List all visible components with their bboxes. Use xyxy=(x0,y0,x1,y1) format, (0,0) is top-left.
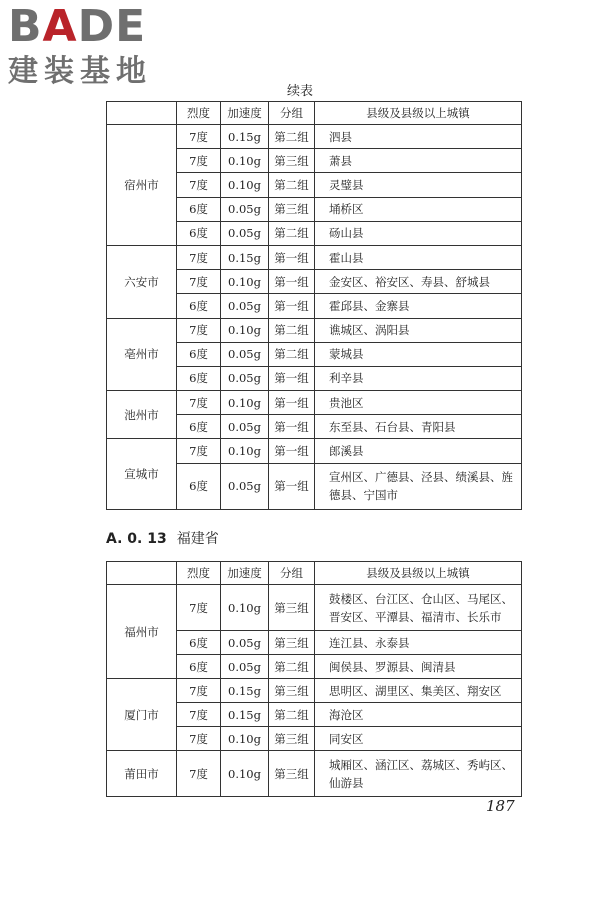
group-cell: 第一组 xyxy=(269,294,315,318)
group-cell: 第二组 xyxy=(269,342,315,366)
acceleration-cell: 0.15g xyxy=(221,703,269,727)
anhui-seismic-table xyxy=(106,101,522,510)
towns-cell: 泗县 xyxy=(315,125,522,149)
group-cell: 第一组 xyxy=(269,366,315,390)
header-acceleration: 加速度 xyxy=(221,562,269,585)
towns-cell: 思明区、湖里区、集美区、翔安区 xyxy=(315,679,522,703)
towns-cell: 同安区 xyxy=(315,727,522,751)
city-cell: 亳州市 xyxy=(107,318,177,391)
towns-cell: 蒙城县 xyxy=(315,342,522,366)
towns-cell: 谯城区、涡阳县 xyxy=(315,318,522,342)
towns-cell: 霍山县 xyxy=(315,245,522,269)
group-cell: 第二组 xyxy=(269,173,315,197)
towns-cell: 埇桥区 xyxy=(315,197,522,221)
header-city xyxy=(107,562,177,585)
table-header-row xyxy=(107,562,522,585)
intensity-cell: 7度 xyxy=(177,391,221,415)
city-cell: 六安市 xyxy=(107,245,177,318)
group-cell: 第一组 xyxy=(269,270,315,294)
intensity-cell: 7度 xyxy=(177,173,221,197)
city-cell: 池州市 xyxy=(107,391,177,439)
acceleration-cell: 0.10g xyxy=(221,727,269,751)
header-acceleration: 加速度 xyxy=(221,102,269,125)
fujian-seismic-table xyxy=(106,561,522,797)
acceleration-cell: 0.10g xyxy=(221,270,269,294)
intensity-cell: 7度 xyxy=(177,245,221,269)
towns-cell: 萧县 xyxy=(315,149,522,173)
group-cell: 第二组 xyxy=(269,318,315,342)
intensity-cell: 6度 xyxy=(177,197,221,221)
header-intensity: 烈度 xyxy=(177,102,221,125)
group-cell: 第三组 xyxy=(269,197,315,221)
group-cell: 第三组 xyxy=(269,149,315,173)
group-cell: 第三组 xyxy=(269,727,315,751)
group-cell: 第一组 xyxy=(269,439,315,463)
intensity-cell: 6度 xyxy=(177,463,221,509)
towns-cell: 连江县、永泰县 xyxy=(315,631,522,655)
towns-cell: 郎溪县 xyxy=(315,439,522,463)
acceleration-cell: 0.05g xyxy=(221,366,269,390)
towns-cell: 海沧区 xyxy=(315,703,522,727)
acceleration-cell: 0.15g xyxy=(221,679,269,703)
intensity-cell: 6度 xyxy=(177,631,221,655)
intensity-cell: 7度 xyxy=(177,125,221,149)
table-row xyxy=(107,751,522,797)
section-heading xyxy=(106,528,219,548)
intensity-cell: 7度 xyxy=(177,751,221,797)
towns-cell: 砀山县 xyxy=(315,221,522,245)
logo-accent-letter: A xyxy=(42,1,78,52)
towns-cell: 城厢区、涵江区、荔城区、秀屿区、仙游县 xyxy=(315,751,522,797)
header-intensity: 烈度 xyxy=(177,562,221,585)
towns-cell: 闽侯县、罗源县、闽清县 xyxy=(315,655,522,679)
group-cell: 第一组 xyxy=(269,245,315,269)
intensity-cell: 6度 xyxy=(177,221,221,245)
towns-cell: 利辛县 xyxy=(315,366,522,390)
intensity-cell: 6度 xyxy=(177,342,221,366)
acceleration-cell: 0.15g xyxy=(221,125,269,149)
intensity-cell: 6度 xyxy=(177,415,221,439)
group-cell: 第三组 xyxy=(269,751,315,797)
group-cell: 第二组 xyxy=(269,221,315,245)
towns-cell: 宣州区、广德县、泾县、绩溪县、旌德县、宁国市 xyxy=(315,463,522,509)
section-title: 福建省 xyxy=(176,531,219,547)
acceleration-cell: 0.10g xyxy=(221,439,269,463)
towns-cell: 鼓楼区、台江区、仓山区、马尾区、晋安区、平潭县、福清市、长乐市 xyxy=(315,585,522,631)
table-row xyxy=(107,439,522,463)
header-towns: 县级及县级以上城镇 xyxy=(315,562,522,585)
intensity-cell: 7度 xyxy=(177,318,221,342)
group-cell: 第三组 xyxy=(269,679,315,703)
header-city xyxy=(107,102,177,125)
intensity-cell: 7度 xyxy=(177,679,221,703)
intensity-cell: 7度 xyxy=(177,439,221,463)
towns-cell: 金安区、裕安区、寿县、舒城县 xyxy=(315,270,522,294)
acceleration-cell: 0.05g xyxy=(221,342,269,366)
city-cell: 宿州市 xyxy=(107,125,177,246)
intensity-cell: 6度 xyxy=(177,366,221,390)
towns-cell: 灵璧县 xyxy=(315,173,522,197)
acceleration-cell: 0.05g xyxy=(221,415,269,439)
acceleration-cell: 0.05g xyxy=(221,294,269,318)
intensity-cell: 7度 xyxy=(177,703,221,727)
acceleration-cell: 0.05g xyxy=(221,655,269,679)
intensity-cell: 7度 xyxy=(177,585,221,631)
acceleration-cell: 0.10g xyxy=(221,149,269,173)
acceleration-cell: 0.10g xyxy=(221,318,269,342)
city-cell: 厦门市 xyxy=(107,679,177,751)
table-header-row xyxy=(107,102,522,125)
towns-cell: 贵池区 xyxy=(315,391,522,415)
acceleration-cell: 0.05g xyxy=(221,197,269,221)
bade-logo xyxy=(8,1,178,90)
intensity-cell: 7度 xyxy=(177,727,221,751)
city-cell: 宣城市 xyxy=(107,439,177,509)
acceleration-cell: 0.10g xyxy=(221,173,269,197)
towns-cell: 东至县、石台县、青阳县 xyxy=(315,415,522,439)
table-row xyxy=(107,391,522,415)
towns-cell: 霍邱县、金寨县 xyxy=(315,294,522,318)
table-row xyxy=(107,585,522,631)
acceleration-cell: 0.10g xyxy=(221,751,269,797)
table-row xyxy=(107,679,522,703)
acceleration-cell: 0.10g xyxy=(221,585,269,631)
city-cell: 莆田市 xyxy=(107,751,177,797)
header-towns: 县级及县级以上城镇 xyxy=(315,102,522,125)
acceleration-cell: 0.05g xyxy=(221,221,269,245)
acceleration-cell: 0.10g xyxy=(221,391,269,415)
header-group: 分组 xyxy=(269,562,315,585)
intensity-cell: 6度 xyxy=(177,655,221,679)
table-row xyxy=(107,318,522,342)
intensity-cell: 7度 xyxy=(177,149,221,173)
logo-subtitle: 建装基地 xyxy=(8,54,152,89)
acceleration-cell: 0.05g xyxy=(221,463,269,509)
group-cell: 第三组 xyxy=(269,585,315,631)
acceleration-cell: 0.05g xyxy=(221,631,269,655)
group-cell: 第一组 xyxy=(269,391,315,415)
intensity-cell: 7度 xyxy=(177,270,221,294)
city-cell: 福州市 xyxy=(107,585,177,679)
page-number: 187 xyxy=(486,797,515,815)
acceleration-cell: 0.15g xyxy=(221,245,269,269)
group-cell: 第二组 xyxy=(269,655,315,679)
intensity-cell: 6度 xyxy=(177,294,221,318)
table-row xyxy=(107,245,522,269)
group-cell: 第二组 xyxy=(269,125,315,149)
group-cell: 第三组 xyxy=(269,631,315,655)
group-cell: 第二组 xyxy=(269,703,315,727)
group-cell: 第一组 xyxy=(269,463,315,509)
header-group: 分组 xyxy=(269,102,315,125)
table-row xyxy=(107,125,522,149)
section-number: A. 0. 13 xyxy=(106,531,167,547)
table-caption: 续表 xyxy=(286,84,313,99)
logo-brand: BADE xyxy=(8,1,147,52)
group-cell: 第一组 xyxy=(269,415,315,439)
